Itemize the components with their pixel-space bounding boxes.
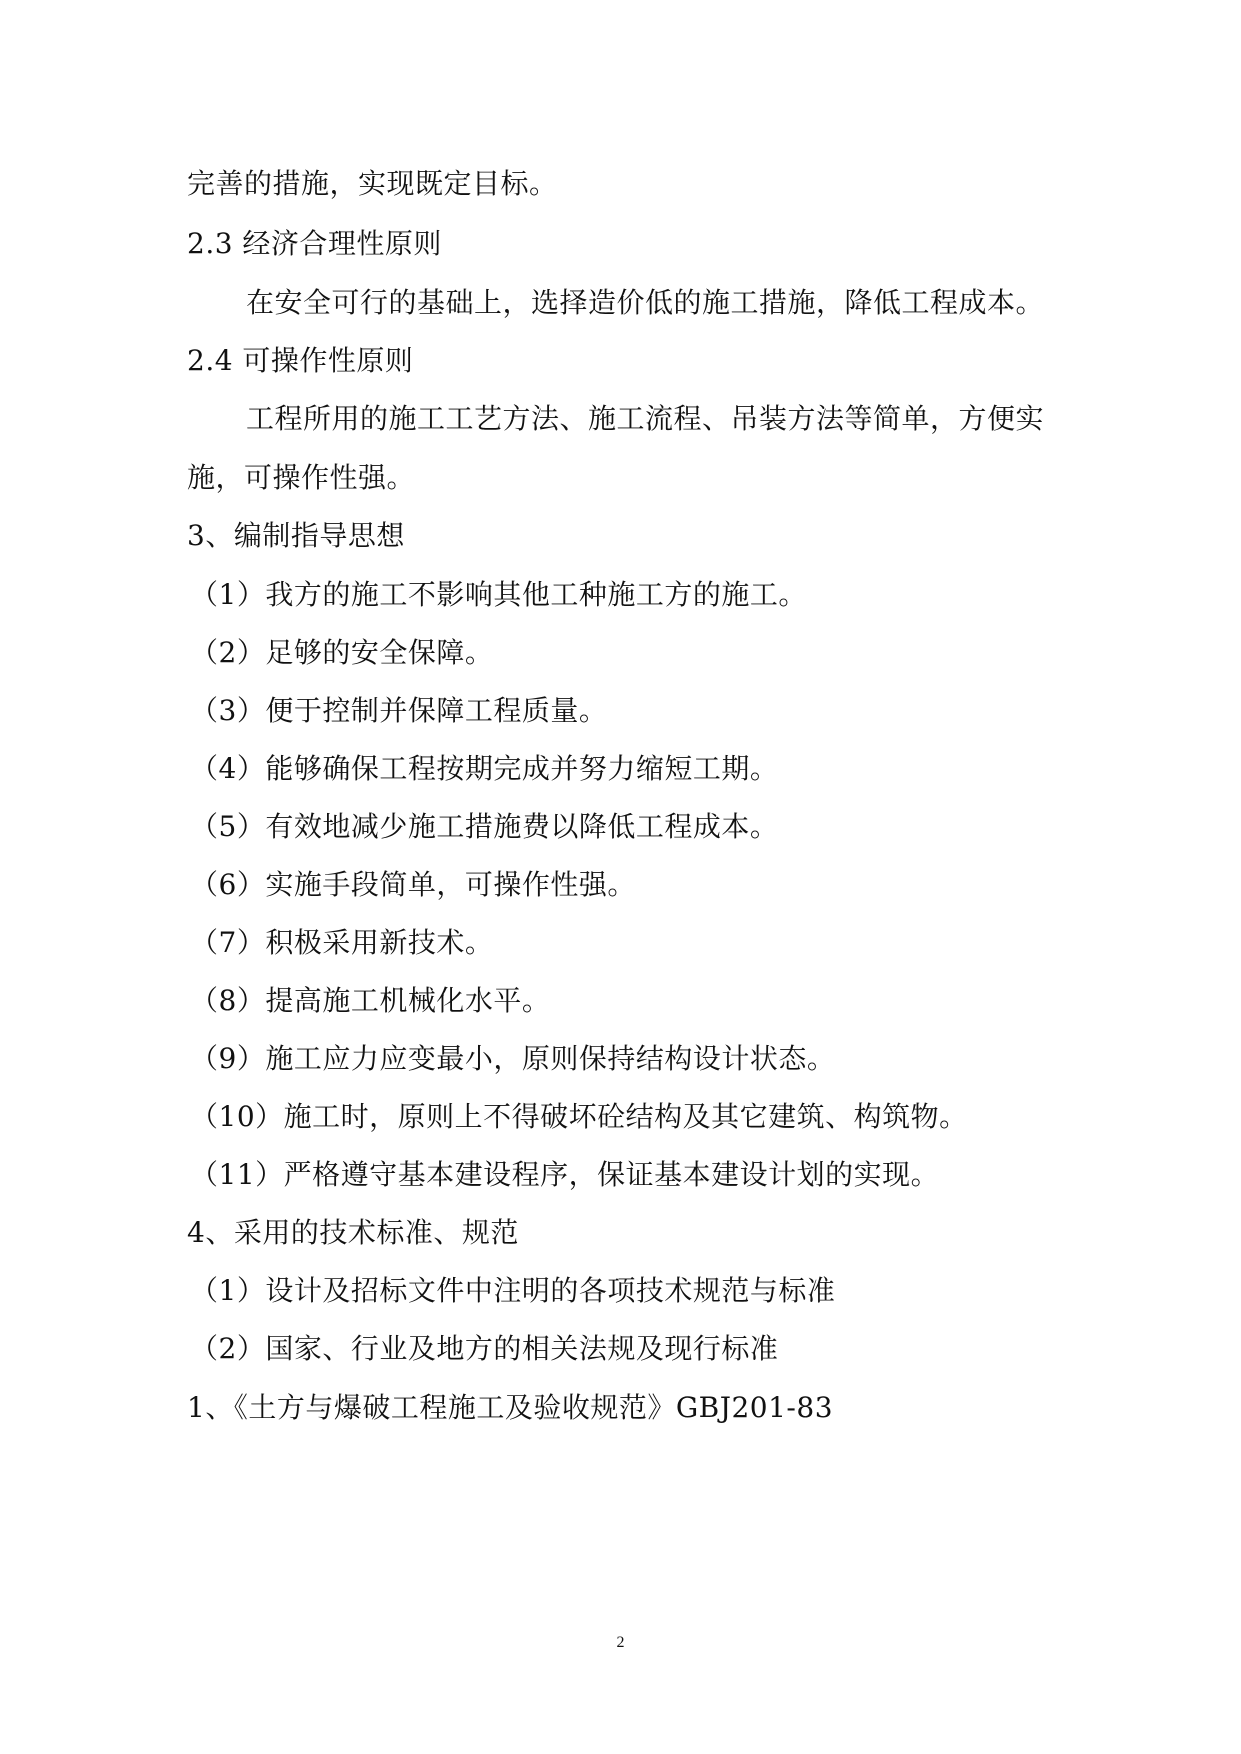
section-heading-4: 4、采用的技术标准、规范	[187, 1216, 519, 1249]
list-item: （8）提高施工机械化水平。	[190, 984, 551, 1017]
section-heading-2-3: 2.3 经济合理性原则	[187, 227, 442, 260]
list-item: （9）施工应力应变最小，原则保持结构设计状态。	[190, 1042, 836, 1075]
list-item: （1）我方的施工不影响其他工种施工方的施工。	[190, 578, 807, 611]
paragraph-2-4-line-1: 工程所用的施工工艺方法、施工流程、吊装方法等简单，方便实	[246, 402, 1045, 435]
section-heading-3: 3、编制指导思想	[187, 519, 405, 552]
page-number: 2	[616, 1634, 625, 1651]
list-item: （2）足够的安全保障。	[190, 636, 494, 669]
paragraph-2-3: 在安全可行的基础上，选择造价低的施工措施，降低工程成本。	[246, 286, 1045, 319]
list-item: （1）设计及招标文件中注明的各项技术规范与标准	[190, 1274, 836, 1307]
paragraph-continuation: 完善的措施，实现既定目标。	[187, 167, 558, 200]
standard-reference: 1、《土方与爆破工程施工及验收规范》GBJ201-83	[187, 1391, 834, 1424]
list-item: （4）能够确保工程按期完成并努力缩短工期。	[190, 752, 779, 785]
section-heading-2-4: 2.4 可操作性原则	[187, 344, 414, 377]
list-item: （3）便于控制并保障工程质量。	[190, 694, 608, 727]
list-item: （5）有效地减少施工措施费以降低工程成本。	[190, 810, 779, 843]
list-item: （11）严格遵守基本建设程序，保证基本建设计划的实现。	[190, 1158, 940, 1191]
paragraph-2-4-line-2: 施，可操作性强。	[187, 461, 416, 494]
list-item: （2）国家、行业及地方的相关法规及现行标准	[190, 1332, 779, 1365]
list-item: （6）实施手段简单，可操作性强。	[190, 868, 636, 901]
list-item: （10）施工时，原则上不得破坏砼结构及其它建筑、构筑物。	[190, 1100, 968, 1133]
list-item: （7）积极采用新技术。	[190, 926, 494, 959]
